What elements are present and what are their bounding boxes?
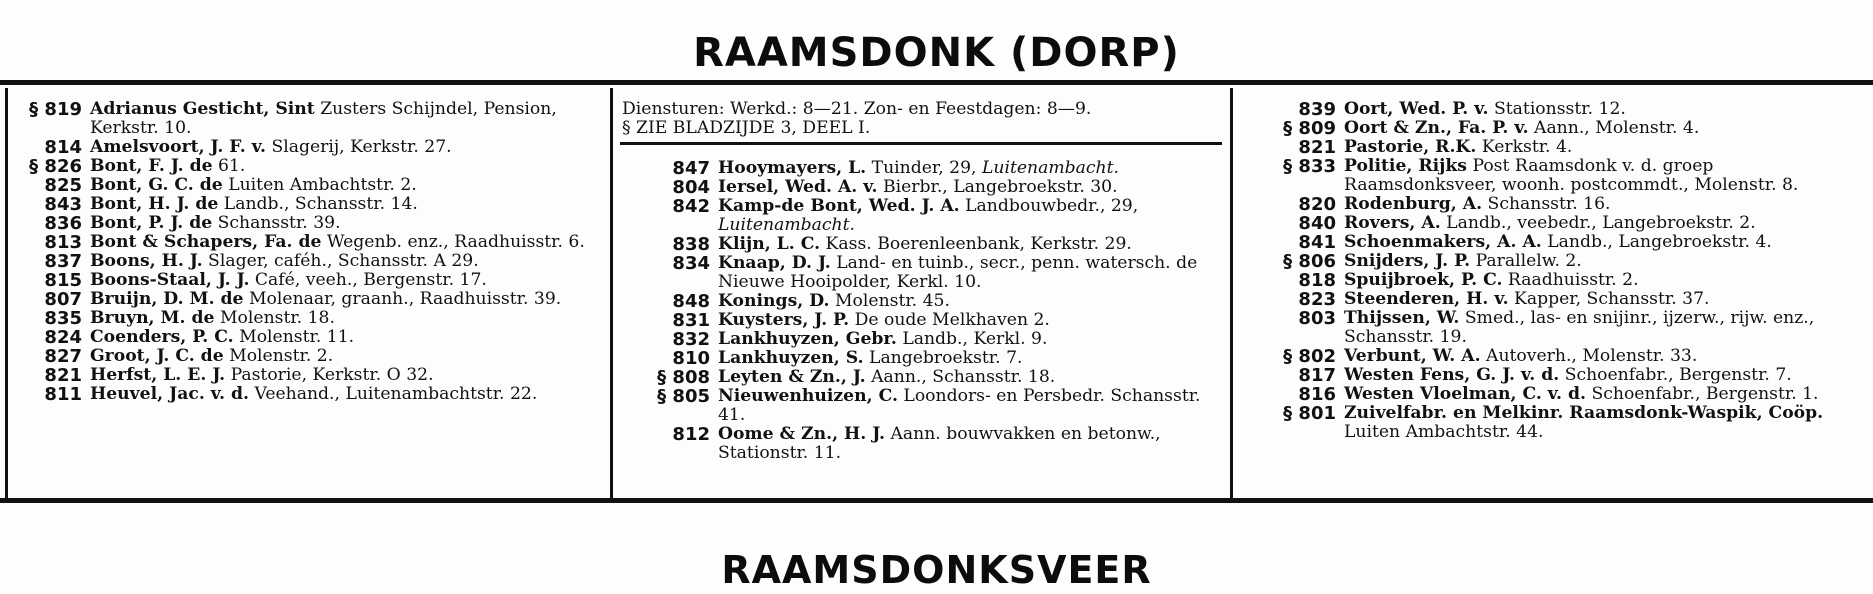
subscriber-details: Kass. Boerenleenbank, Kerkstr. 29. — [820, 234, 1132, 254]
phone-number: 831 — [672, 310, 710, 331]
subscriber-name: Politie, Rijks — [1344, 156, 1467, 176]
phone-number: § 808 — [657, 367, 710, 388]
listing-entry — [10, 290, 600, 309]
phone-number: § 826 — [29, 156, 82, 177]
listing-entry — [1268, 214, 1868, 233]
phone-number: § 802 — [1283, 346, 1336, 367]
subscriber-name: Schoenmakers, A. A. — [1344, 232, 1542, 252]
phone-number: § 805 — [657, 386, 710, 407]
subscriber-details: Land- en tuinb., secr., penn. watersch. de Nieuwe Hooipolder, Kerkl. 10. — [718, 253, 1198, 292]
subscriber-details: Luiten Ambachtstr. 44. — [1344, 422, 1544, 442]
subscriber-name: Klijn, L. C. — [718, 234, 821, 254]
subscriber-details: Pastorie, Kerkstr. O 32. — [225, 365, 434, 385]
listing-entry — [10, 195, 600, 214]
phone-number: § 833 — [1283, 156, 1336, 177]
subscriber-details: Aann., Molenstr. 4. — [1528, 118, 1700, 138]
phone-number: 841 — [1298, 232, 1336, 253]
phone-number: 840 — [1298, 213, 1336, 234]
subscriber-name: Herfst, L. E. J. — [90, 365, 226, 385]
subscriber-name: Bont, G. C. de — [90, 175, 223, 195]
next-section-title: RAAMSDONKSVEER — [721, 548, 1152, 592]
listing-entry — [1268, 404, 1868, 442]
subscriber-details: Molenstr. 45. — [829, 291, 950, 311]
listing-entry — [1268, 309, 1868, 347]
phone-number: 811 — [44, 384, 82, 405]
listing-entry — [618, 197, 1228, 235]
subscriber-name: Rovers, A. — [1344, 213, 1441, 233]
phone-number: 813 — [44, 232, 82, 253]
phone-number: 810 — [672, 348, 710, 369]
phone-number: 836 — [44, 213, 82, 234]
phone-number: 827 — [44, 346, 82, 367]
listing-entry — [1268, 233, 1868, 252]
subscriber-name: Bruijn, D. M. de — [90, 289, 244, 309]
subscriber-name: Westen Vloelman, C. v. d. — [1344, 384, 1587, 404]
phone-number: § 806 — [1283, 251, 1336, 272]
subscriber-location: Luitenambacht. — [718, 215, 855, 235]
subscriber-details: Slagerij, Kerkstr. 27. — [265, 137, 452, 157]
subscriber-name: Groot, J. C. de — [90, 346, 224, 366]
subscriber-details: Landbouwbedr., 29, — [959, 196, 1139, 216]
phone-number: 847 — [672, 158, 710, 179]
listing-entry — [10, 157, 600, 176]
listing-entry — [10, 100, 600, 138]
phone-number: 803 — [1298, 308, 1336, 329]
see-page-notice: § ZIE BLADZIJDE 3, DEEL I. — [622, 118, 871, 138]
subscriber-details: Molenstr. 11. — [233, 327, 355, 347]
subscriber-details: Café, veeh., Bergenstr. 17. — [249, 270, 487, 290]
listing-entry — [10, 347, 600, 366]
subscriber-name: Steenderen, H. v. — [1344, 289, 1509, 309]
column-divider-1 — [610, 88, 613, 498]
listing-column-2 — [618, 100, 1228, 463]
subscriber-details: Tuinder, 29, — [866, 158, 982, 178]
listing-entry — [10, 176, 600, 195]
subscriber-name: Bont, F. J. de — [90, 156, 213, 176]
subscriber-name: Kamp-de Bont, Wed. J. A. — [718, 196, 960, 216]
subscriber-details: Kapper, Schansstr. 37. — [1508, 289, 1710, 309]
subscriber-details: Aann., Schansstr. 18. — [865, 367, 1056, 387]
subscriber-name: Amelsvoort, J. F. v. — [90, 137, 266, 157]
listing-entry — [1268, 100, 1868, 119]
phone-number: 837 — [44, 251, 82, 272]
subscriber-name: Snijders, J. P. — [1344, 251, 1471, 271]
subscriber-name: Boons, H. J. — [90, 251, 203, 271]
phone-number: 814 — [44, 137, 82, 158]
subscriber-name: Spuijbroek, P. C. — [1344, 270, 1503, 290]
listing-entry — [10, 214, 600, 233]
subscriber-details: Parallelw. 2. — [1470, 251, 1582, 271]
subscriber-name: Lankhuyzen, S. — [718, 348, 864, 368]
phone-number: 838 — [672, 234, 710, 255]
subscriber-details: Luiten Ambachtstr. 2. — [222, 175, 417, 195]
listing-entry — [618, 368, 1228, 387]
phone-number: 824 — [44, 327, 82, 348]
listing-entry — [1268, 119, 1868, 138]
subscriber-details: Loondors- en Persbedr. Schansstr. 41. — [718, 386, 1201, 425]
subscriber-name: Boons-Staal, J. J. — [90, 270, 250, 290]
subscriber-name: Thijssen, W. — [1344, 308, 1460, 328]
phone-number: 821 — [1298, 137, 1336, 158]
phone-number: 820 — [1298, 194, 1336, 215]
listing-entry — [10, 271, 600, 290]
listing-entry — [618, 254, 1228, 292]
subscriber-details: Kerkstr. 4. — [1476, 137, 1573, 157]
subscriber-name: Konings, D. — [718, 291, 830, 311]
top-rule — [0, 80, 1873, 85]
subscriber-details: Wegenb. enz., Raadhuisstr. 6. — [321, 232, 585, 252]
subscriber-details: Bierbr., Langebroekstr. 30. — [877, 177, 1118, 197]
subscriber-name: Bont, H. J. de — [90, 194, 219, 214]
phone-number: 839 — [1298, 99, 1336, 120]
listing-entry — [618, 235, 1228, 254]
subscriber-name: Iersel, Wed. A. v. — [718, 177, 878, 197]
listing-entry — [1268, 347, 1868, 366]
phone-number: 817 — [1298, 365, 1336, 386]
phone-number: 842 — [672, 196, 710, 217]
subscriber-name: Westen Fens, G. J. v. d. — [1344, 365, 1560, 385]
subscriber-name: Hooymayers, L. — [718, 158, 867, 178]
listing-entry — [1268, 252, 1868, 271]
notice-divider — [620, 142, 1222, 145]
subscriber-details: Aann. bouwvakken en betonw., Stationstr. 11. — [718, 424, 1161, 463]
listing-entry — [618, 159, 1228, 178]
subscriber-details: Landb., Schansstr. 14. — [218, 194, 418, 214]
phone-number: § 809 — [1283, 118, 1336, 139]
phone-number: 807 — [44, 289, 82, 310]
subscriber-location: Luitenambacht. — [981, 158, 1119, 178]
subscriber-details: Landb., Langebroekstr. 4. — [1541, 232, 1772, 252]
subscriber-details: Schansstr. 39. — [212, 213, 341, 233]
listing-entry — [10, 252, 600, 271]
subscriber-details: Molenstr. 18. — [214, 308, 335, 328]
listing-entry — [10, 366, 600, 385]
subscriber-details: Zusters Schijndel, Pension, Kerkstr. 10. — [90, 99, 557, 138]
subscriber-details: Molenaar, graanh., Raadhuisstr. 39. — [243, 289, 562, 309]
column-divider-2 — [1230, 88, 1233, 498]
listing-entry — [618, 387, 1228, 425]
subscriber-name: Oome & Zn., H. J. — [718, 424, 886, 444]
phone-number: 821 — [44, 365, 82, 386]
subscriber-details: Landb., veebedr., Langebroekstr. 2. — [1440, 213, 1756, 233]
subscriber-details: Slager, caféh., Schansstr. A 29. — [202, 251, 479, 271]
subscriber-name: Bont, P. J. de — [90, 213, 213, 233]
phone-number: 834 — [672, 253, 710, 274]
subscriber-details: Langebroekstr. 7. — [863, 348, 1023, 368]
subscriber-name: Coenders, P. C. — [90, 327, 234, 347]
phone-number: 818 — [1298, 270, 1336, 291]
subscriber-name: Bruyn, M. de — [90, 308, 215, 328]
subscriber-details: Stationsstr. 12. — [1488, 99, 1626, 119]
left-border — [5, 88, 8, 498]
listing-entry — [10, 309, 600, 328]
subscriber-name: Verbunt, W. A. — [1344, 346, 1481, 366]
phone-number: 835 — [44, 308, 82, 329]
subscriber-details: Raadhuisstr. 2. — [1502, 270, 1639, 290]
phone-number: § 819 — [29, 99, 82, 120]
subscriber-name: Nieuwenhuizen, C. — [718, 386, 898, 406]
subscriber-name: Leyten & Zn., J. — [718, 367, 866, 387]
subscriber-name: Zuivelfabr. en Melkinr. Raamsdonk-Waspik, Coöp. — [1344, 403, 1824, 423]
subscriber-name: Kuysters, J. P. — [718, 310, 850, 330]
phone-number: 848 — [672, 291, 710, 312]
subscriber-name: Knaap, D. J. — [718, 253, 831, 273]
subscriber-details: Schoenfabr., Bergenstr. 1. — [1586, 384, 1819, 404]
subscriber-name: Rodenburg, A. — [1344, 194, 1483, 214]
listing-entry — [1268, 385, 1868, 404]
subscriber-details: Molenstr. 2. — [223, 346, 334, 366]
listing-column-1 — [10, 100, 600, 404]
subscriber-details: Autoverh., Molenstr. 33. — [1480, 346, 1698, 366]
subscriber-name: Pastorie, R.K. — [1344, 137, 1477, 157]
office-hours-notice: Diensturen: Werkd.: 8—21. Zon- en Feestdagen: 8—9. — [622, 99, 1092, 119]
listing-entry — [10, 138, 600, 157]
phone-number: 812 — [672, 424, 710, 445]
listing-entry — [10, 385, 600, 404]
page-title: RAAMSDONK (DORP) — [693, 30, 1180, 76]
listing-column-3 — [1268, 100, 1868, 442]
listing-entry — [1268, 290, 1868, 309]
subscriber-details: Schansstr. 16. — [1482, 194, 1611, 214]
subscriber-name: Bont & Schapers, Fa. de — [90, 232, 322, 252]
listing-entry — [618, 349, 1228, 368]
phone-number: 843 — [44, 194, 82, 215]
phone-number: 804 — [672, 177, 710, 198]
subscriber-name: Oort, Wed. P. v. — [1344, 99, 1489, 119]
subscriber-details: Schoenfabr., Bergenstr. 7. — [1559, 365, 1792, 385]
phone-number: § 801 — [1283, 403, 1336, 424]
phone-number: 815 — [44, 270, 82, 291]
listing-entry — [618, 178, 1228, 197]
subscriber-details: Smed., las- en snijinr., ijzerw., rijw. enz., Schansstr. 19. — [1344, 308, 1815, 347]
listing-entry — [618, 292, 1228, 311]
subscriber-name: Lankhuyzen, Gebr. — [718, 329, 897, 349]
subscriber-details: Veehand., Luitenambachtstr. 22. — [249, 384, 538, 404]
listing-entry — [1268, 366, 1868, 385]
phone-number: 825 — [44, 175, 82, 196]
listing-entry — [618, 311, 1228, 330]
subscriber-details: 61. — [212, 156, 246, 176]
subscriber-name: Oort & Zn., Fa. P. v. — [1344, 118, 1529, 138]
phone-number: 823 — [1298, 289, 1336, 310]
listing-entry — [10, 233, 600, 252]
subscriber-name: Adrianus Gesticht, Sint — [90, 99, 315, 119]
listing-entry — [1268, 157, 1868, 195]
phone-number: 832 — [672, 329, 710, 350]
subscriber-details: Post Raamsdonk v. d. groep Raamsdonksveer, woonh. postcommdt., Molenstr. 8. — [1344, 156, 1799, 195]
subscriber-name: Heuvel, Jac. v. d. — [90, 384, 250, 404]
bottom-rule — [0, 498, 1873, 503]
listing-entry — [1268, 138, 1868, 157]
listing-entry — [618, 425, 1228, 463]
listing-entry — [618, 330, 1228, 349]
phone-number: 816 — [1298, 384, 1336, 405]
listing-entry — [10, 328, 600, 347]
listing-entry — [1268, 195, 1868, 214]
subscriber-details: Landb., Kerkl. 9. — [896, 329, 1048, 349]
subscriber-details: De oude Melkhaven 2. — [849, 310, 1050, 330]
listing-entry — [1268, 271, 1868, 290]
